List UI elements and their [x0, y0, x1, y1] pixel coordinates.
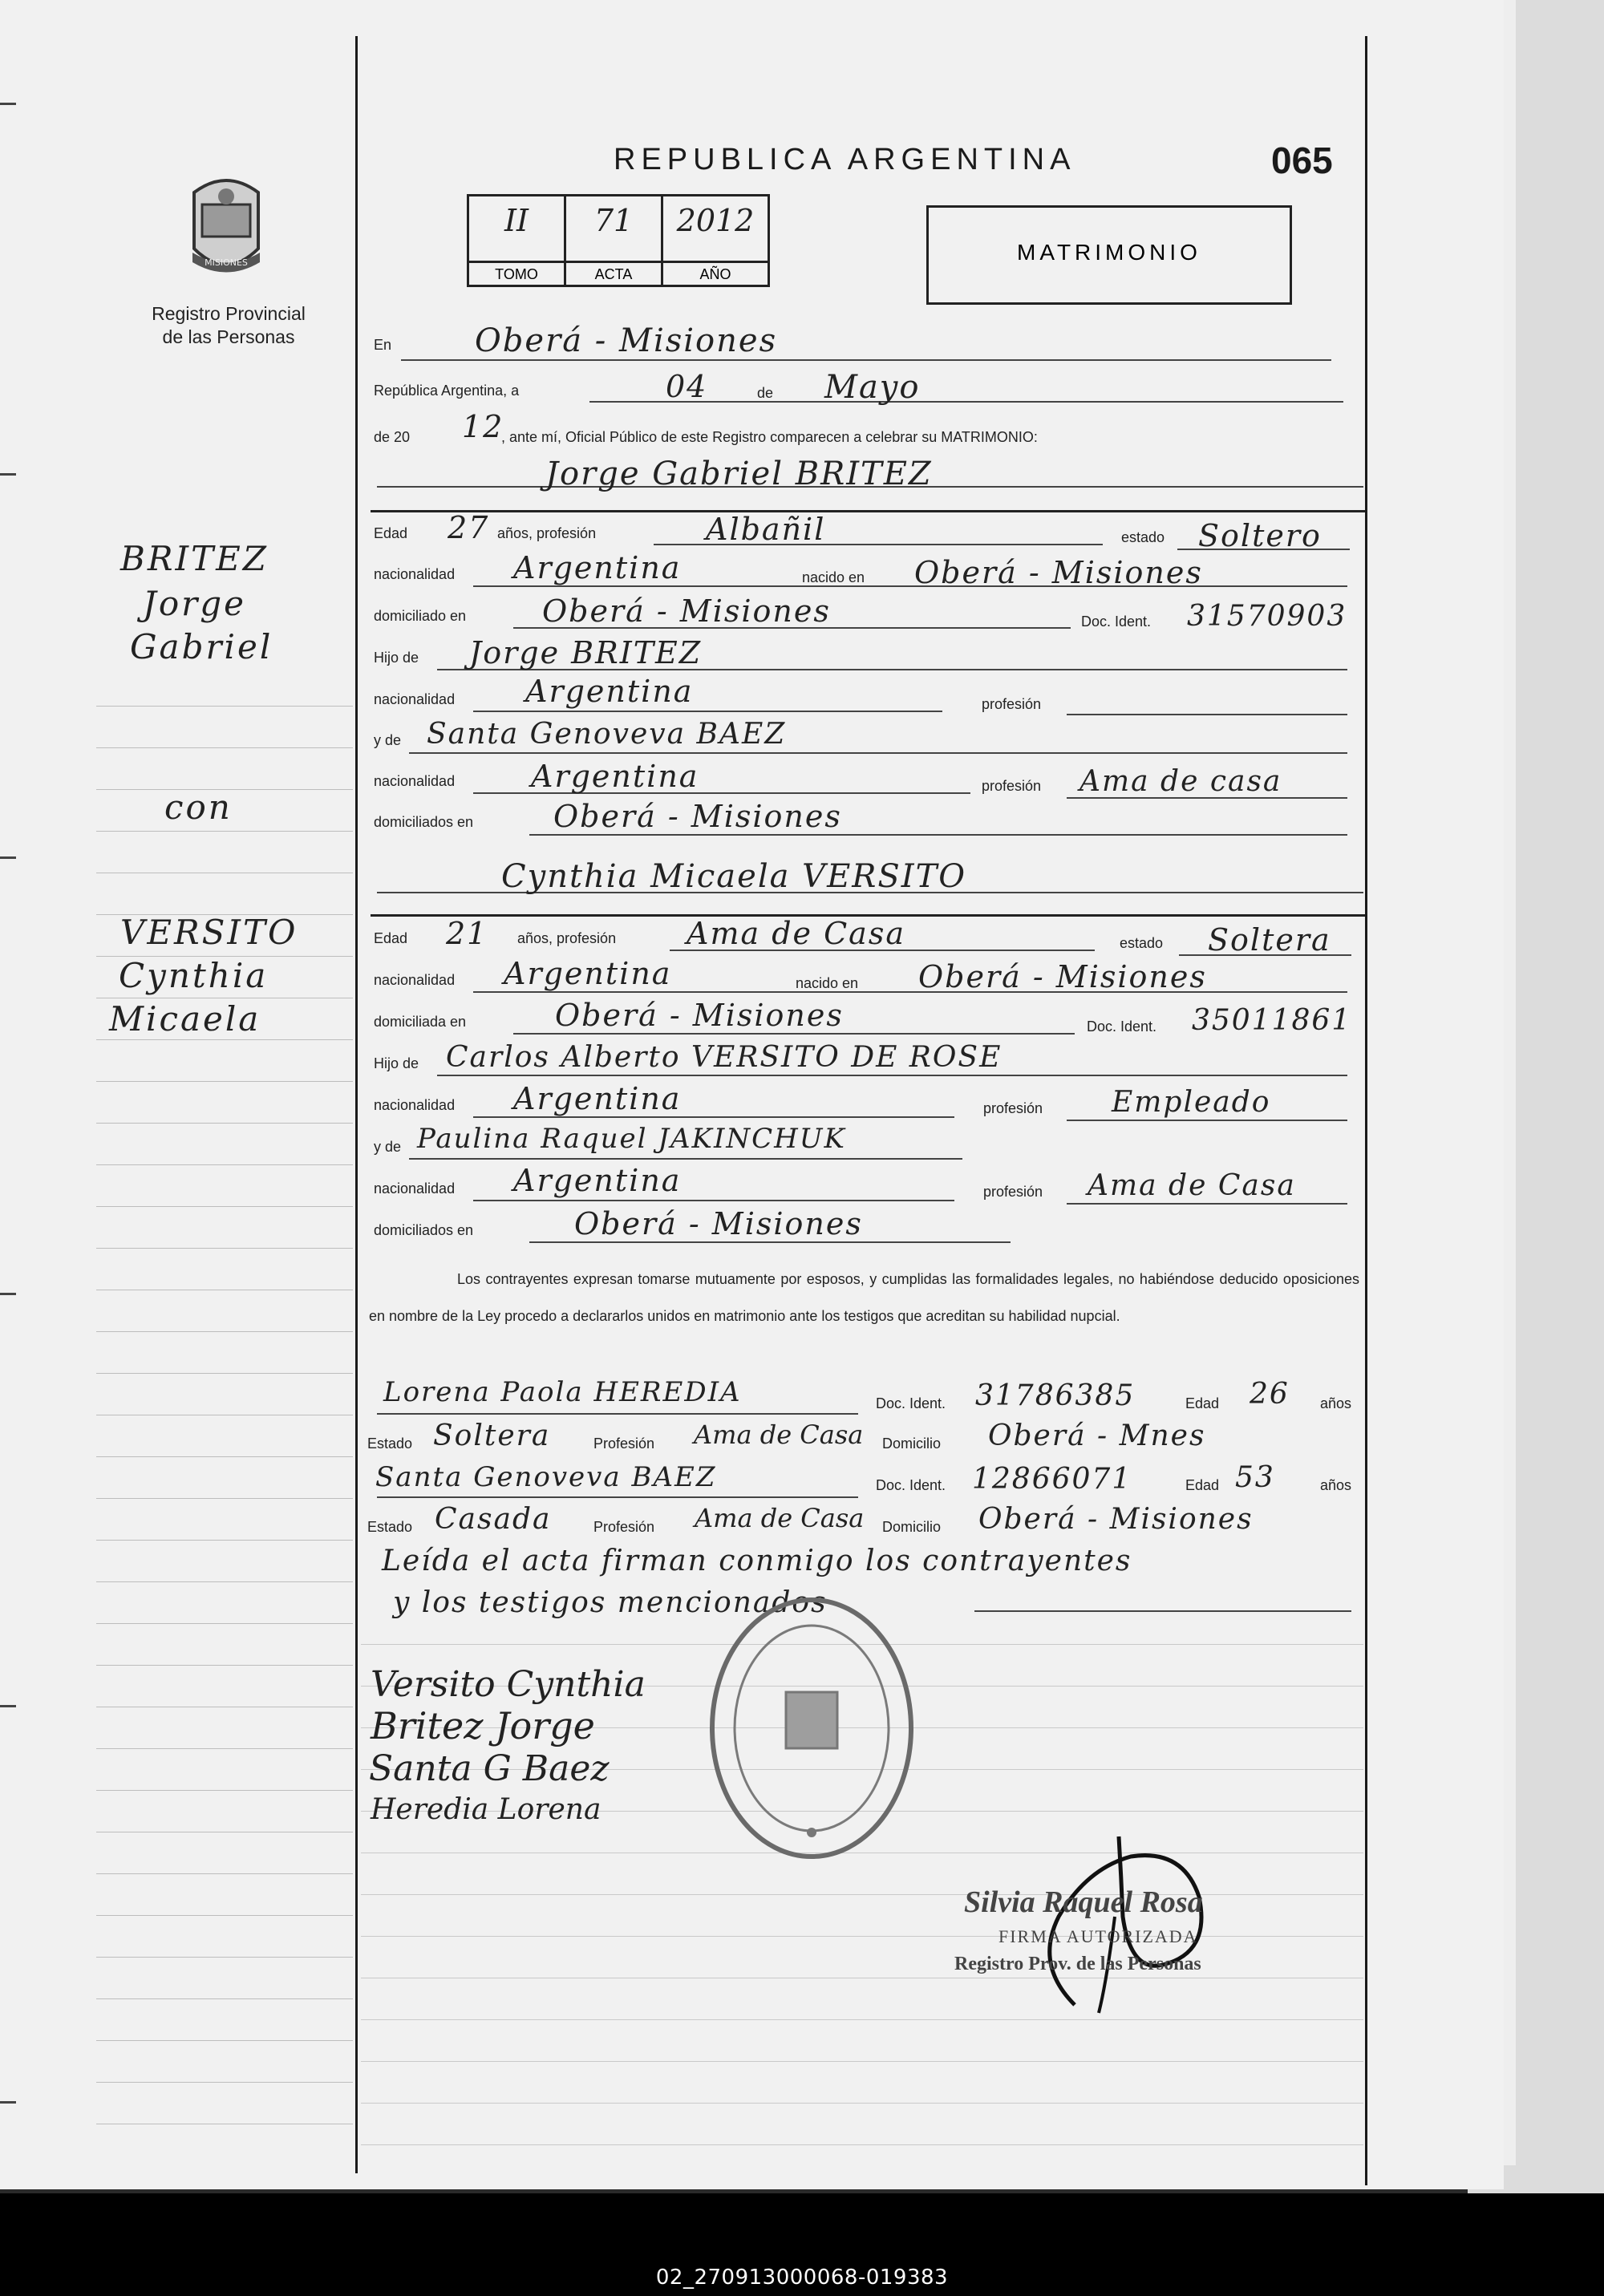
groom-hijo-label: Hijo de [374, 650, 419, 666]
bride-domiciliada-label: domiciliada en [374, 1014, 467, 1030]
witness2-address: Oberá - Misiones [978, 1503, 1254, 1536]
witness1-edad-label: Edad [1185, 1395, 1220, 1411]
groom-father-prof-label: profesión [982, 696, 1042, 712]
bride-nationality: Argentina [504, 956, 672, 991]
margin-groom-name1: Jorge [143, 584, 246, 623]
groom-mother-nac-label: nacionalidad [374, 773, 456, 789]
groom-mother-prof-label: profesión [982, 778, 1042, 794]
ruled-line [96, 1748, 353, 1749]
scan-footer [0, 2193, 1604, 2296]
ruled-line [96, 1957, 353, 1958]
ruled-line [96, 1206, 353, 1207]
ruled-line [96, 1665, 353, 1666]
groom-residence: Oberá - Misiones [542, 593, 831, 629]
bride-father: Carlos Alberto VERSITO DE ROSE [446, 1041, 1003, 1074]
ruled-line [96, 1331, 353, 1332]
groom-mother: Santa Genoveva BAEZ [427, 718, 787, 751]
binding-tick [0, 2101, 16, 2104]
witness2-doc-label: Doc. Ident. [876, 1477, 946, 1493]
ruled-line [361, 2061, 1363, 2062]
emblem-text: MISIONES [205, 257, 248, 268]
ruled-line [96, 2082, 353, 2083]
ruled-line [96, 1623, 353, 1624]
witness2-estado-label: Estado [367, 1519, 413, 1535]
witness1-estado-label: Estado [367, 1436, 413, 1452]
binding-tick [0, 473, 16, 476]
binding-tick [0, 1293, 16, 1295]
groom-profession: Albañil [706, 512, 826, 547]
margin-groom-surname: BRITEZ [120, 539, 269, 578]
witness1-address: Oberá - Mnes [988, 1419, 1206, 1452]
stamp-title: FIRMA AUTORIZADA [998, 1926, 1198, 1946]
bride-age: 21 [446, 916, 488, 951]
ruled-line [96, 1540, 353, 1541]
bride-father-nac-label: nacionalidad [374, 1097, 456, 1113]
page-number: 065 [1271, 140, 1333, 181]
bride-ymother-label: y de [374, 1139, 402, 1155]
ruled-line [96, 1039, 353, 1040]
groom-full-name: Jorge Gabriel BRITEZ [545, 456, 933, 492]
tomo-cell [469, 196, 566, 261]
signature-witness1: Heredia Lorena [371, 1793, 602, 1826]
record-type: MATRIMONIO [1017, 240, 1201, 265]
witness2-status: Casada [435, 1503, 552, 1536]
acta-cell [566, 196, 663, 261]
acta-label: ACTA [566, 261, 663, 287]
intro-statement: , ante mí, Oficial Público de este Registro comparecen a celebrar su MATRIMONIO: [501, 429, 1038, 445]
bride-mother-nac-label: nacionalidad [374, 1180, 456, 1197]
de-label: de [757, 385, 774, 401]
groom-nationality: Argentina [513, 550, 682, 585]
ruled-line [96, 1081, 353, 1082]
bride-parents-dom-label: domiciliados en [374, 1222, 474, 1238]
bride-mother: Paulina Raquel JAKINCHUK [417, 1123, 846, 1155]
ruled-line [96, 1873, 353, 1874]
ruled-line [96, 747, 353, 748]
bride-estado-label: estado [1120, 935, 1164, 951]
witness1-name: Lorena Paola HEREDIA [383, 1376, 742, 1408]
binding-tick [0, 856, 16, 859]
bride-birthplace: Oberá - Misiones [918, 959, 1207, 994]
margin-groom-name2: Gabriel [130, 627, 273, 666]
ano-value: 2012 [676, 203, 755, 238]
bride-father-prof-label: profesión [983, 1100, 1043, 1116]
binding-tick [0, 1705, 16, 1707]
groom-father-nationality: Argentina [525, 674, 694, 709]
intro-day: 04 [666, 369, 708, 404]
bride-mother-prof-label: profesión [983, 1184, 1043, 1200]
bride-nacido-label: nacido en [796, 975, 859, 991]
registry-seal-icon [706, 1592, 918, 1865]
bride-nacionalidad-label: nacionalidad [374, 972, 456, 988]
tomo-value: II [504, 203, 529, 238]
bride-mother-profession: Ama de Casa [1088, 1169, 1296, 1202]
groom-estado-label: estado [1121, 529, 1165, 545]
groom-father: Jorge BRITEZ [469, 635, 703, 670]
groom-edad-label: Edad [374, 525, 408, 541]
en-label: En [374, 337, 392, 353]
bride-parents-residence: Oberá - Misiones [574, 1206, 863, 1241]
intro-month: Mayo [824, 369, 921, 406]
registry-name-line1: Registro Provincial [152, 303, 306, 324]
groom-birthplace: Oberá - Misiones [914, 555, 1203, 590]
signature-groom: Britez Jorge [371, 1704, 595, 1747]
tomo-acta-ano-box [467, 194, 770, 287]
binding-tick [0, 103, 16, 105]
witness2-doc: 12866071 [972, 1463, 1132, 1496]
ruled-line [361, 2144, 1363, 2145]
witness1-prof-label: Profesión [593, 1436, 655, 1452]
groom-nacionalidad-label: nacionalidad [374, 566, 456, 582]
body-paragraph: Los contrayentes expresan tomarse mutuamente por esposos, y cumplidas las formalidades legales, no habiéndose deducido oposiciones en nombre de la Ley procedo a declararlos unidos en matrimonio ante los testigos que acreditan su habilidad nupcial. [369, 1271, 1359, 1324]
groom-domiciliado-label: domiciliado en [374, 608, 467, 624]
intro-place: Oberá - Misiones [475, 322, 778, 359]
bride-full-name: Cynthia Micaela VERSITO [501, 858, 967, 895]
ruled-line [96, 706, 353, 707]
ruled-line [96, 1123, 353, 1124]
bride-doc: 35011861 [1192, 1004, 1352, 1037]
country-title: REPUBLICA ARGENTINA [614, 143, 1076, 176]
ruled-line [96, 1998, 353, 1999]
ruled-line [96, 1373, 353, 1374]
signature-witness2: Santa G Baez [369, 1748, 610, 1789]
bride-edad-label: Edad [374, 930, 408, 946]
tomo-label: TOMO [469, 261, 566, 287]
witness2-prof-label: Profesión [593, 1519, 655, 1535]
groom-parents-dom-label: domiciliados en [374, 814, 474, 830]
bride-father-nationality: Argentina [513, 1081, 682, 1116]
witness1-doc: 31786385 [975, 1379, 1136, 1412]
margin-rule [355, 36, 358, 2173]
ruled-line [96, 1248, 353, 1249]
bride-status: Soltera [1208, 922, 1331, 958]
ruled-line [96, 1164, 353, 1165]
groom-parents-residence: Oberá - Misiones [553, 799, 842, 834]
margin-connector: con [164, 788, 233, 827]
groom-ymother-label: y de [374, 732, 402, 748]
ruled-line [96, 1581, 353, 1582]
ruled-line [96, 1790, 353, 1791]
ruled-line [96, 1498, 353, 1499]
groom-age: 27 [448, 510, 490, 545]
groom-doc-label: Doc. Ident. [1081, 613, 1152, 630]
witness1-profession: Ama de Casa [694, 1419, 864, 1450]
groom-status: Soltero [1198, 518, 1322, 553]
closing-line1: Leída el acta firman conmigo los contrayentes [382, 1545, 1132, 1577]
ruled-line [96, 1456, 353, 1457]
margin-bride-surname: VERSITO [120, 913, 298, 952]
ano-label: AÑO [663, 261, 768, 287]
closing-line2: y los testigos mencionados [393, 1586, 828, 1619]
margin-bride-name2: Micaela [109, 999, 261, 1039]
margin-bride-name1: Cynthia [119, 956, 269, 995]
witness1-age: 26 [1250, 1378, 1290, 1411]
witness1-doc-label: Doc. Ident. [876, 1395, 946, 1411]
ruled-line [361, 2103, 1363, 2104]
bride-father-profession: Empleado [1112, 1086, 1271, 1119]
witness2-dom-label: Domicilio [882, 1519, 942, 1535]
scan-id: 02_270913000068-019383 [655, 2266, 949, 2290]
right-rule [1365, 36, 1367, 2185]
witness1-dom-label: Domicilio [882, 1436, 942, 1452]
groom-mother-nationality: Argentina [531, 759, 699, 794]
witness2-age: 53 [1235, 1461, 1275, 1494]
official-signature-icon [1011, 1820, 1219, 2021]
bride-residence: Oberá - Misiones [555, 998, 844, 1033]
stamp-org: Registro Prov. de las Personas [954, 1954, 1201, 1974]
witness2-edad-label: Edad [1185, 1477, 1220, 1493]
ruled-line [96, 2040, 353, 2041]
province-emblem-icon [178, 172, 274, 285]
stamp-name: Silvia Raquel Rosa [964, 1885, 1203, 1919]
bride-mother-nationality: Argentina [513, 1163, 682, 1198]
record-type-box [926, 205, 1292, 305]
witness2-name: Santa Genoveva BAEZ [375, 1461, 717, 1493]
groom-nacido-label: nacido en [802, 569, 865, 585]
groom-father-nac-label: nacionalidad [374, 691, 456, 707]
bride-hijo-label: Hijo de [374, 1055, 419, 1071]
registry-name [112, 302, 345, 349]
bride-profesion-label: años, profesión [517, 930, 617, 946]
signature-bride: Versito Cynthia [371, 1664, 646, 1705]
ruled-line [96, 1915, 353, 1916]
year-suffix: 12 [462, 409, 504, 444]
ruled-line [96, 831, 353, 832]
groom-profesion-label: años, profesión [497, 525, 597, 541]
witness1-status: Soltera [433, 1419, 551, 1452]
bride-profession: Ama de Casa [687, 916, 905, 951]
bride-doc-label: Doc. Ident. [1087, 1018, 1157, 1035]
year-prefix: de 20 [374, 429, 411, 445]
groom-mother-profession: Ama de casa [1079, 765, 1282, 798]
witness2-anos-label: años [1320, 1477, 1352, 1493]
witness1-anos-label: años [1320, 1395, 1352, 1411]
acta-value: 71 [593, 203, 634, 238]
groom-doc: 31570903 [1187, 600, 1347, 633]
republic-label: República Argentina, a [374, 383, 520, 399]
witness2-profession: Ama de Casa [695, 1503, 865, 1533]
ano-cell [663, 196, 768, 261]
registry-name-line2: de las Personas [162, 326, 295, 347]
